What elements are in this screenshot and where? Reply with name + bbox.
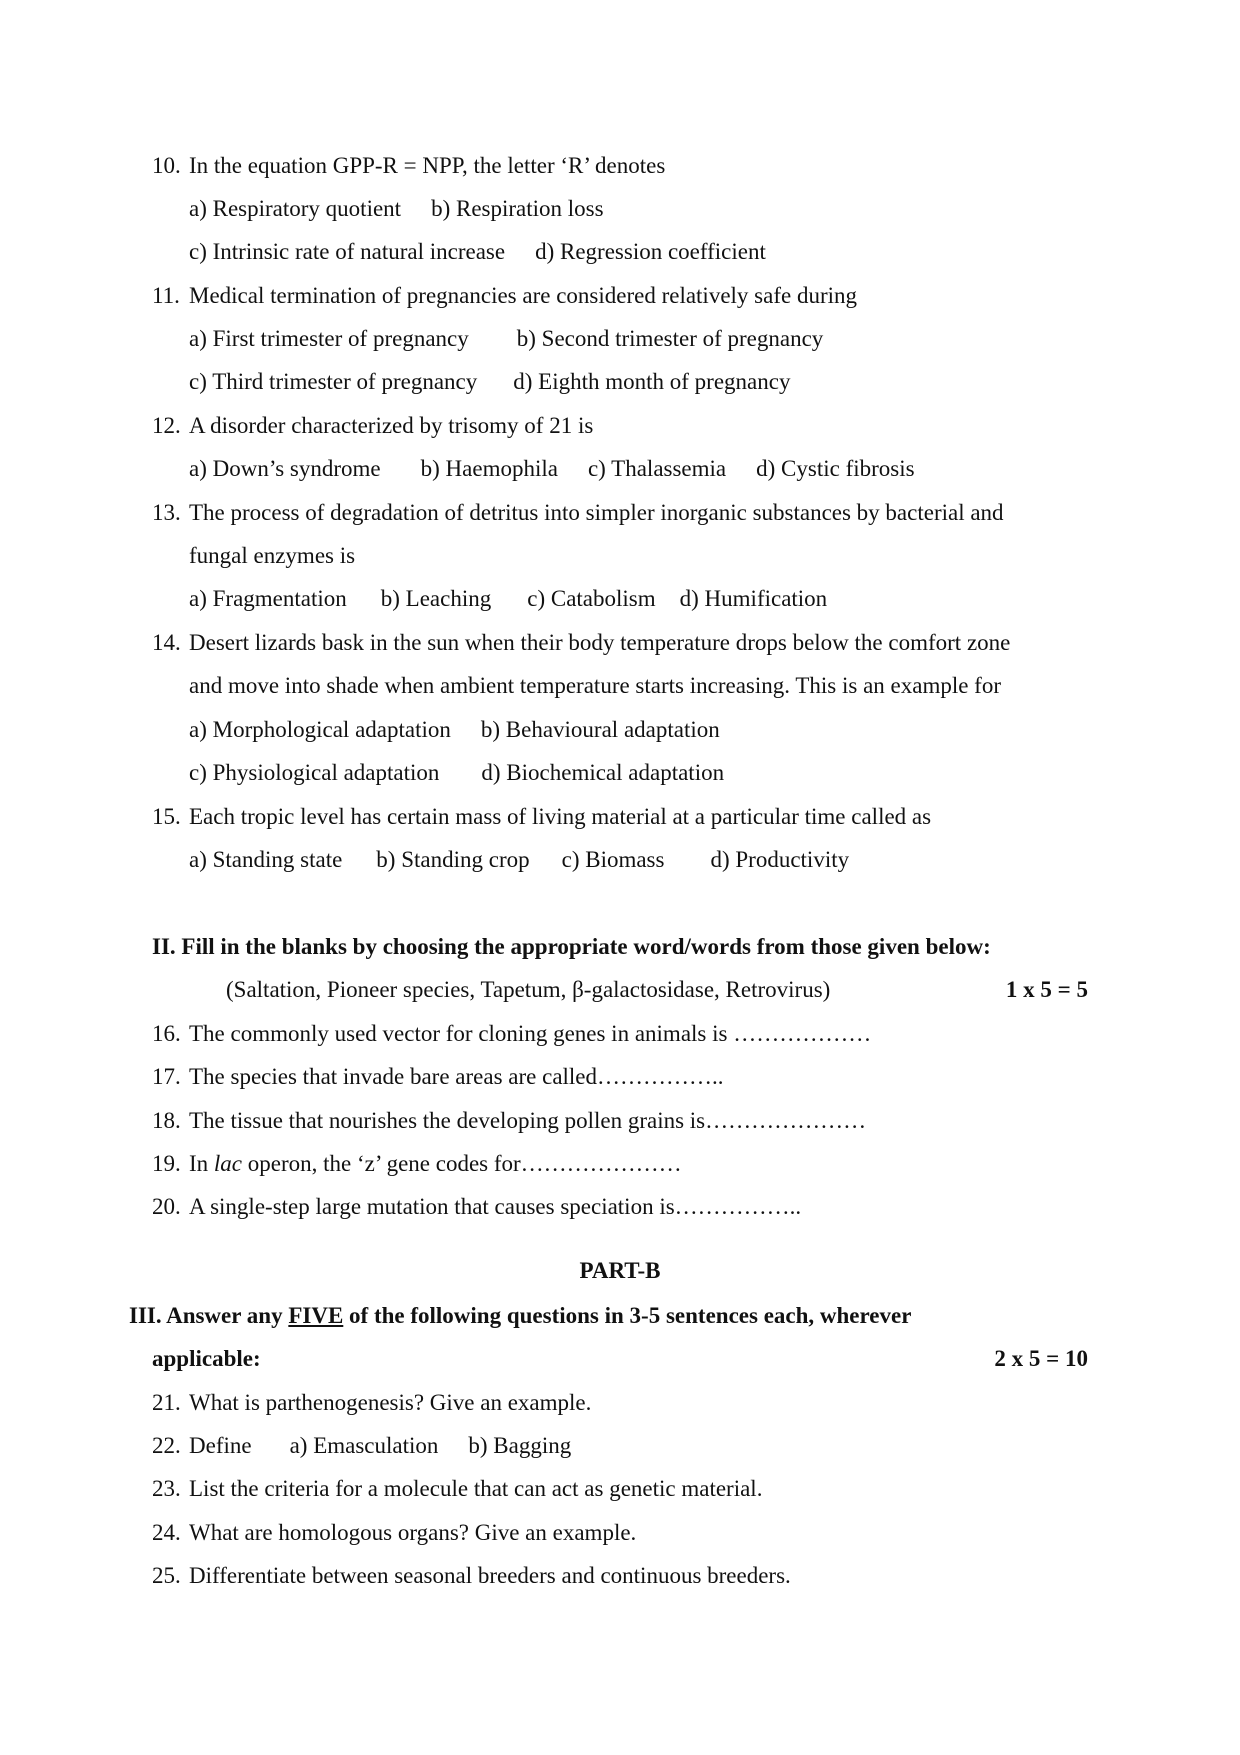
question-22	[152, 1434, 571, 1457]
section-2-choices: (Saltation, Pioneer species, Tapetum, β-galactosidase, Retrovirus)	[226, 977, 831, 1002]
question-number: 17.	[152, 1064, 181, 1089]
section-3-marks: 2 x 5 = 10	[994, 1346, 1088, 1371]
question-24	[152, 1521, 636, 1544]
question-number: 14.	[152, 630, 181, 655]
question-number: 21.	[152, 1390, 181, 1415]
question-text-post: operon, the ‘z’ gene codes for…………………	[242, 1151, 682, 1176]
question-20	[152, 1195, 801, 1218]
question-number: 23.	[152, 1476, 181, 1501]
question-number: 16.	[152, 1021, 181, 1046]
question-number: 25.	[152, 1563, 181, 1588]
option-b: b) Haemophila	[420, 456, 558, 481]
question-18	[152, 1109, 866, 1132]
option-a: a) Standing state	[189, 847, 343, 872]
option-b: b) Behavioural adaptation	[480, 717, 720, 742]
question-text-continued: fungal enzymes is	[189, 543, 356, 568]
question-15-options	[189, 848, 849, 871]
question-text: The process of degradation of detritus into simpler inorganic substances by bacterial and	[189, 500, 1004, 525]
option-a: a) Morphological adaptation	[189, 717, 451, 742]
question-11	[152, 284, 857, 307]
option-b: b) Standing crop	[376, 847, 530, 872]
question-13-continuation	[189, 544, 355, 567]
question-14-continuation	[189, 674, 1001, 697]
question-number: 12.	[152, 413, 181, 438]
question-number: 13.	[152, 500, 181, 525]
question-text-italic: lac	[213, 1151, 243, 1176]
section-2-heading: II. Fill in the blanks by choosing the appropriate word/words from those given below:	[152, 934, 991, 959]
question-16	[152, 1022, 871, 1045]
option-c: c) Third trimester of pregnancy	[189, 369, 478, 394]
option-a: a) Down’s syndrome	[189, 456, 381, 481]
question-14-options-row1	[189, 718, 720, 741]
question-number: 15.	[152, 804, 181, 829]
question-text: In the equation GPP-R = NPP, the letter ‘R’ denotes	[189, 153, 666, 178]
question-14	[152, 631, 1010, 654]
question-text: The commonly used vector for cloning genes in animals is ………………	[189, 1021, 872, 1046]
question-text-pre: In	[189, 1151, 214, 1176]
question-14-options-row2	[189, 761, 724, 784]
option-c: c) Biomass	[561, 847, 665, 872]
question-text: Desert lizards bask in the sun when their body temperature drops below the comfort zone	[189, 630, 1011, 655]
option-c: c) Physiological adaptation	[189, 760, 440, 785]
option-a: a) Fragmentation	[189, 586, 347, 611]
question-number: 19.	[152, 1151, 181, 1176]
question-number: 10.	[152, 153, 181, 178]
option-b: b) Second trimester of pregnancy	[516, 326, 824, 351]
question-19	[152, 1152, 682, 1175]
question-text-continued: and move into shade when ambient temperature starts increasing. This is an example for	[189, 673, 1001, 698]
option-c: c) Catabolism	[527, 586, 656, 611]
question-11-options-row2	[189, 370, 790, 393]
question-10	[152, 154, 665, 177]
section-3-heading	[129, 1304, 911, 1327]
option-b: b) Respiration loss	[431, 196, 604, 221]
option-c: c) Intrinsic rate of natural increase	[189, 239, 506, 264]
question-text: The tissue that nourishes the developing pollen grains is…………………	[189, 1108, 867, 1133]
question-23	[152, 1477, 762, 1500]
question-number: 22.	[152, 1433, 181, 1458]
question-13	[152, 501, 1004, 524]
question-21	[152, 1391, 591, 1414]
question-number: 11.	[152, 283, 180, 308]
question-text: List the criteria for a molecule that can act as genetic material.	[189, 1476, 763, 1501]
question-25	[152, 1564, 791, 1587]
question-text: Medical termination of pregnancies are considered relatively safe during	[189, 283, 857, 308]
option-c: c) Thalassemia	[587, 456, 727, 481]
option-d: d) Productivity	[710, 847, 850, 872]
option-a: a) Respiratory quotient	[189, 196, 402, 221]
question-15	[152, 805, 931, 828]
question-part-a: a) Emasculation	[289, 1433, 439, 1458]
question-10-options-row2	[189, 240, 766, 263]
question-12-options	[189, 457, 915, 480]
question-12	[152, 414, 593, 437]
question-text: Differentiate between seasonal breeders and continuous breeders.	[189, 1563, 791, 1588]
question-text: What are homologous organs? Give an example.	[189, 1520, 637, 1545]
question-part-b: b) Bagging	[468, 1433, 572, 1458]
option-d: d) Humification	[679, 586, 828, 611]
part-b-title: PART-B	[579, 1258, 661, 1283]
heading-pre: III. Answer any	[129, 1303, 289, 1328]
question-text: The species that invade bare areas are called……………..	[189, 1064, 724, 1089]
option-b: b) Leaching	[380, 586, 492, 611]
question-11-options-row1	[189, 327, 823, 350]
option-d: d) Eighth month of pregnancy	[513, 369, 791, 394]
question-10-options-row1	[189, 197, 604, 220]
section-3-heading-continued: applicable:	[152, 1346, 261, 1371]
option-a: a) First trimester of pregnancy	[189, 326, 469, 351]
heading-post: of the following questions in 3-5 sentences each, wherever	[343, 1303, 912, 1328]
question-number: 18.	[152, 1108, 181, 1133]
question-number: 24.	[152, 1520, 181, 1545]
question-text: What is parthenogenesis? Give an example.	[189, 1390, 592, 1415]
option-d: d) Cystic fibrosis	[756, 456, 915, 481]
question-text: Define	[189, 1433, 252, 1458]
option-d: d) Biochemical adaptation	[481, 760, 725, 785]
question-text: A disorder characterized by trisomy of 21 is	[189, 413, 594, 438]
question-text: A single-step large mutation that causes speciation is……………..	[189, 1194, 802, 1219]
question-number: 20.	[152, 1194, 181, 1219]
question-13-options	[189, 587, 827, 610]
question-text: Each tropic level has certain mass of living material at a particular time called as	[189, 804, 932, 829]
question-17	[152, 1065, 724, 1088]
section-2-marks: 1 x 5 = 5	[1005, 977, 1088, 1002]
heading-emphasis: FIVE	[288, 1303, 344, 1328]
option-d: d) Regression coefficient	[535, 239, 766, 264]
